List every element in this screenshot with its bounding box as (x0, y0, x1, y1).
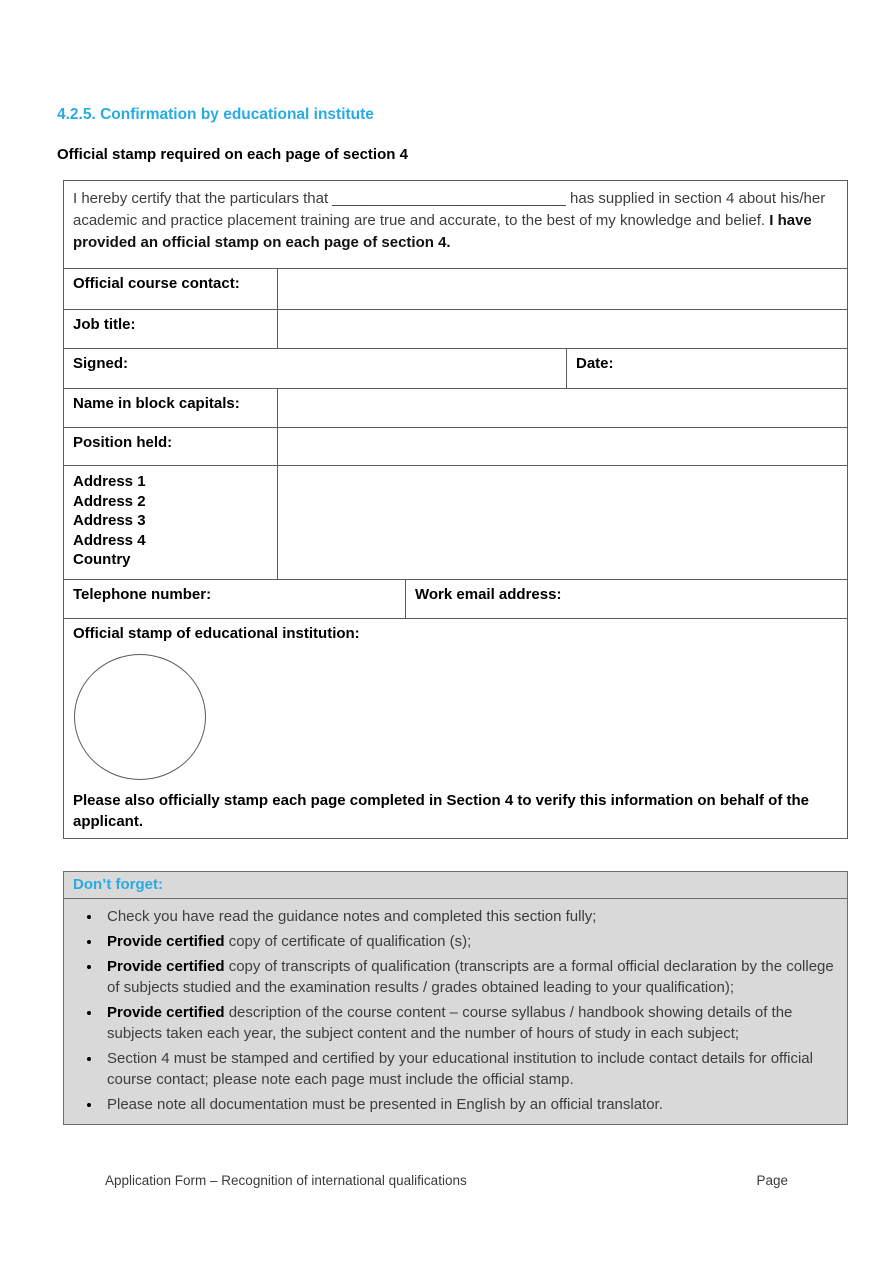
address-line-2: Address 2 (73, 492, 146, 510)
address-label (64, 466, 277, 579)
list-item: • Provide certified copy of certificate of qualification (s); (102, 931, 835, 952)
work-email-address-label: Work email address: (405, 580, 847, 618)
dont-forget-list (64, 906, 847, 1115)
table-row (64, 427, 847, 465)
address-country: Country (73, 551, 131, 568)
list-item: • Check you have read the guidance notes and completed this section fully; (102, 906, 835, 927)
official-stamp-row (64, 618, 847, 838)
official-course-contact-field[interactable] (277, 269, 847, 309)
confirmation-form-table (63, 180, 848, 839)
certify-text-post: has supplied in section 4 about his/her academic and practice placement training are true and accurate, to the best of my knowledge and belief. (73, 190, 826, 229)
stamp-circle (74, 654, 206, 780)
job-title-label: Job title: (73, 316, 136, 333)
list-item: • Section 4 must be stamped and certified by your educational institution to include contact details for official course contact; please note each page must include the official stamp. (102, 1048, 835, 1090)
address-line-1: Address 1 (73, 473, 146, 490)
table-row (64, 268, 847, 309)
position-held-label: Position held: (73, 434, 173, 451)
official-stamp-label: Official stamp of educational institution: (73, 625, 360, 642)
name-block-capitals-field[interactable] (277, 389, 847, 427)
table-row (64, 309, 847, 348)
list-item: • Please note all documentation must be presented in English by an official translator. (102, 1094, 835, 1115)
stamp-note: Please also officially stamp each page completed in Section 4 to verify this information on behalf of the applicant. (73, 792, 809, 830)
telephone-number-label: Telephone number: (73, 586, 212, 603)
table-row (64, 579, 847, 618)
dont-forget-box (63, 871, 848, 1125)
official-stamp-cell (64, 619, 847, 838)
address-line-4: Address 4 (73, 531, 146, 549)
certify-text-pre: I hereby certify that the particulars that (73, 190, 333, 207)
table-row (64, 388, 847, 427)
name-block-capitals-label: Name in block capitals: (73, 395, 240, 412)
section-heading: 4.2.5. Confirmation by educational institute (57, 106, 374, 123)
position-held-field[interactable] (277, 428, 847, 465)
dont-forget-title: Don’t forget: (64, 872, 847, 899)
table-row (64, 465, 847, 579)
list-item: • Provide certified description of the course content – course syllabus / handbook showing details of the subjects taken each year, the subject content and the number of hours of study in each subject; (102, 1002, 835, 1044)
sub-heading: Official stamp required on each page of section 4 (57, 146, 408, 163)
page-footer (105, 1173, 788, 1188)
footer-form-title: Application Form – Recognition of international qualifications (105, 1173, 467, 1188)
certify-text-bold: I have provided an official stamp on each page of section 4. (73, 212, 812, 251)
list-item: • Provide certified copy of transcripts of qualification (transcripts are a formal official declaration by the college of subjects studied and the examination results / grades obtained leading to your qualification); (102, 956, 835, 998)
signed-label: Signed: (73, 355, 128, 372)
certify-statement (64, 181, 847, 268)
certify-statement-row (64, 181, 847, 268)
address-line-3: Address 3 (73, 512, 146, 529)
address-field[interactable] (277, 466, 847, 579)
applicant-name-blank-field[interactable]: ____________________________ (332, 190, 566, 207)
date-label: Date: (566, 349, 847, 388)
footer-page-label: Page (756, 1173, 788, 1188)
table-row (64, 348, 847, 388)
official-course-contact-label: Official course contact: (73, 275, 240, 292)
job-title-field[interactable] (277, 310, 847, 348)
